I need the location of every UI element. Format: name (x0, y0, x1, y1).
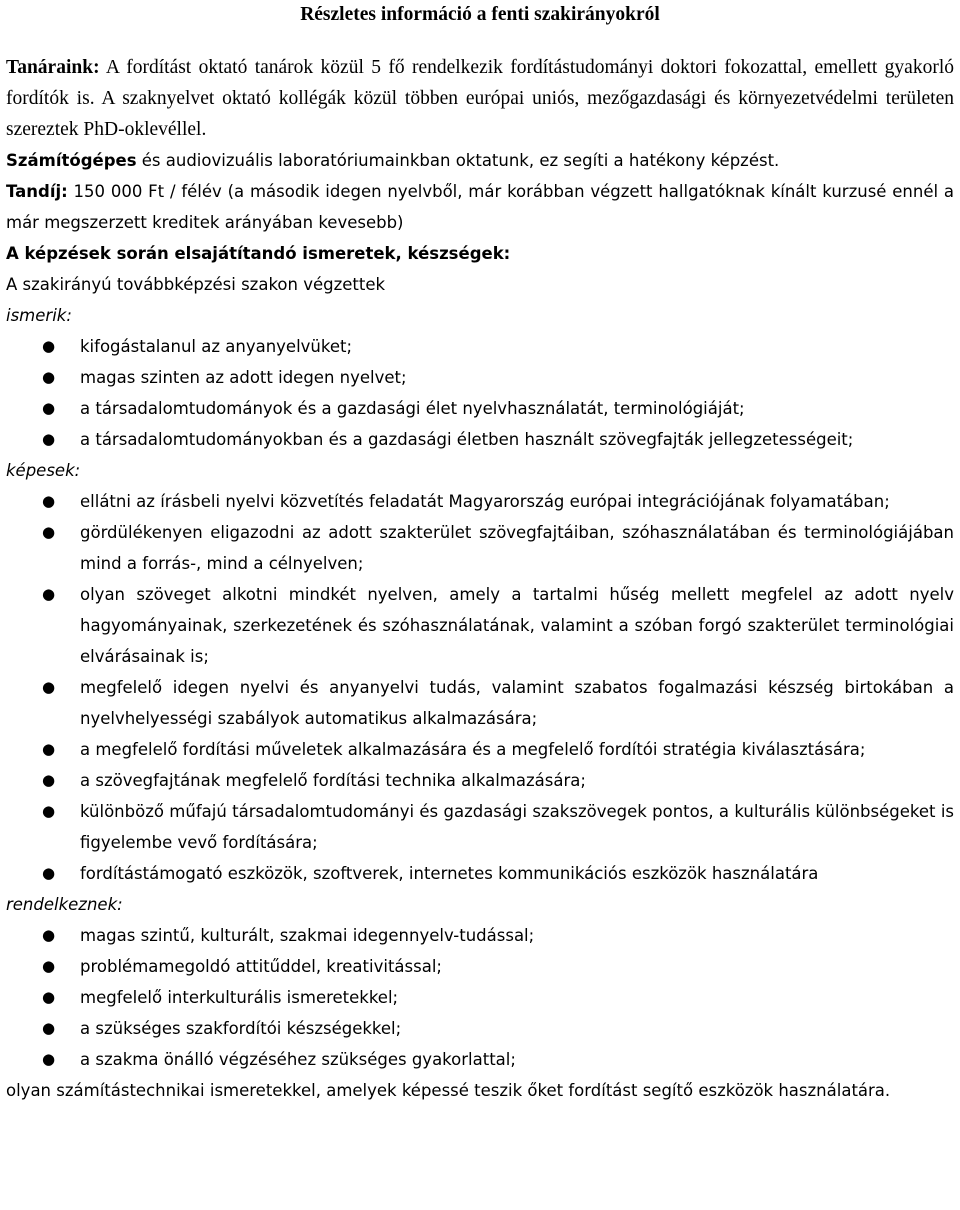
bullet-icon: ● (42, 430, 56, 448)
have-list (6, 920, 954, 1075)
intro-text: A szakirányú továbbképzési szakon végzettek (6, 275, 386, 294)
fee-text: 150 000 Ft / félév (a második idegen nyelvből, már korábban végzett hallgatóknak kínált kurzusé ennél a már megszerzett kreditek arányában kevesebb) (6, 182, 954, 232)
bullet-icon: ● (42, 678, 56, 696)
list-item (6, 734, 954, 765)
list-item (6, 951, 954, 982)
teachers-label: Tanáraink: (6, 57, 100, 78)
list-item (6, 579, 954, 672)
able-label: képesek: (6, 461, 81, 480)
list-item (6, 920, 954, 951)
bullet-icon: ● (42, 368, 56, 386)
list-item (6, 331, 954, 362)
bullet-icon: ● (42, 988, 56, 1006)
list-item (6, 486, 954, 517)
list-item (6, 1044, 954, 1075)
lab-paragraph (6, 145, 954, 176)
list-item-text: fordítástámogató eszközök, szoftverek, internetes kommunikációs eszközök használatára (80, 864, 819, 883)
list-item-text: a szövegfajtának megfelelő fordítási technika alkalmazására; (80, 771, 586, 790)
list-item-text: a szakma önálló végzéséhez szükséges gyakorlattal; (80, 1050, 516, 1069)
list-item-text: problémamegoldó attitűddel, kreativitással; (80, 957, 442, 976)
list-item (6, 517, 954, 579)
list-item (6, 1013, 954, 1044)
list-item-text: különböző műfajú társadalomtudományi és gazdasági szakszövegek pontos, a kulturális különbségeket is figyelembe vevő fordítására; (80, 802, 954, 852)
list-item-text: magas szinten az adott idegen nyelvet; (80, 368, 407, 387)
bullet-icon: ● (42, 957, 56, 975)
bullet-icon: ● (42, 740, 56, 758)
bullet-icon: ● (42, 926, 56, 944)
list-item-text: megfelelő interkulturális ismeretekkel; (80, 988, 399, 1007)
fee-paragraph (6, 176, 954, 238)
bullet-icon: ● (42, 399, 56, 417)
list-item-text: magas szintű, kulturált, szakmai idegennyelv-tudással; (80, 926, 535, 945)
bullet-icon: ● (42, 864, 56, 882)
list-item (6, 393, 954, 424)
list-item-text: ellátni az írásbeli nyelvi közvetítés feladatát Magyarország európai integrációjának folyamatában; (80, 492, 890, 511)
list-item-text: a társadalomtudományokban és a gazdasági életben használt szövegfajták jellegzetességeit; (80, 430, 854, 449)
closing-paragraph: olyan számítástechnikai ismeretekkel, amelyek képessé teszik őket fordítást segítő eszközök használatára. (6, 1081, 891, 1100)
lab-label: Számítógépes (6, 151, 137, 170)
bullet-icon: ● (42, 771, 56, 789)
list-item (6, 982, 954, 1013)
bullet-icon: ● (42, 1019, 56, 1037)
list-item-text: kifogástalanul az anyanyelvüket; (80, 337, 353, 356)
list-item-text: a szükséges szakfordítói készségekkel; (80, 1019, 402, 1038)
page-title: Részletes információ a fenti szakirányokról (300, 4, 660, 25)
list-item-text: megfelelő idegen nyelvi és anyanyelvi tudás, valamint szabatos fogalmazási készség birtokában a nyelvhelyességi szabályok automatikus alkalmazására; (80, 678, 954, 728)
able-list (6, 486, 954, 889)
list-item-text: olyan szöveget alkotni mindkét nyelven, amely a tartalmi hűség mellett megfelel az adott nyelv hagyományainak, szerkezetének és szóhasználatának, valamint a szóban forgó szakterület terminológiai elvárásainak is; (80, 585, 954, 666)
bullet-icon: ● (42, 337, 56, 355)
spacer (6, 30, 954, 52)
list-item (6, 424, 954, 455)
list-item-text: a társadalomtudományok és a gazdasági élet nyelvhasználatát, terminológiáját; (80, 399, 745, 418)
bullet-icon: ● (42, 1050, 56, 1068)
knows-label: ismerik: (6, 306, 72, 325)
bullet-icon: ● (42, 523, 56, 541)
teachers-text: A fordítást oktató tanárok közül 5 fő rendelkezik fordítástudományi doktori fokozattal, emellett gyakorló fordítók is. A szaknyelvet oktató kollégák közül többen európai uniós, mezőgazdasági és környezetvédelmi területen szereztek PhD-oklevéllel. (6, 57, 954, 140)
bullet-icon: ● (42, 492, 56, 510)
teachers-paragraph (6, 52, 954, 145)
lab-text: és audiovizuális laboratóriumainkban oktatunk, ez segíti a hatékony képzést. (136, 151, 780, 170)
list-item (6, 858, 954, 889)
list-item (6, 362, 954, 393)
have-label: rendelkeznek: (6, 895, 123, 914)
list-item-text: gördülékenyen eligazodni az adott szakterület szövegfajtáiban, szóhasználatában és terminológiájában mind a forrás-, mind a célnyelven; (80, 523, 954, 573)
bullet-icon: ● (42, 585, 56, 603)
knows-list (6, 331, 954, 455)
bullet-icon: ● (42, 802, 56, 820)
list-item (6, 672, 954, 734)
fee-label: Tandíj: (6, 182, 68, 201)
list-item (6, 796, 954, 858)
list-item-text: a megfelelő fordítási műveletek alkalmazására és a megfelelő fordítói stratégia kiválasztására; (80, 740, 866, 759)
list-item (6, 765, 954, 796)
skills-heading: A képzések során elsajátítandó ismeretek, készségek: (6, 244, 511, 263)
